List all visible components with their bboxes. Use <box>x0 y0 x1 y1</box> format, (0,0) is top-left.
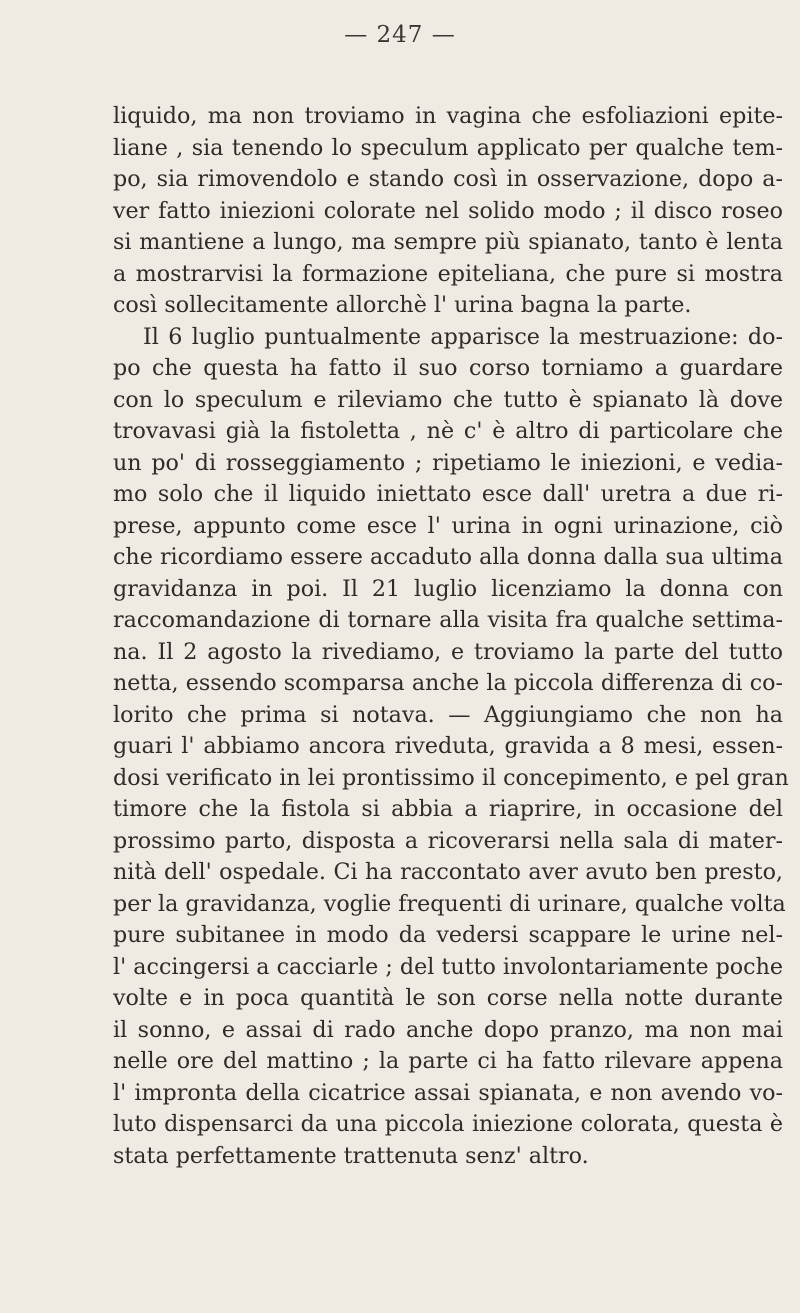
text-line: dosi verificato in lei prontissimo il concepimento, e pel gran <box>113 764 789 791</box>
text-line: per la gravidanza, voglie frequenti di urinare, qualche volta <box>113 890 786 917</box>
text-line: raccomandazione di tornare alla visita fra qualche settima- <box>113 607 783 633</box>
text-line: na. Il 2 agosto la rivediamo, e troviamo la parte del tutto <box>113 638 783 665</box>
text-line: nelle ore del mattino ; la parte ci ha fatto rilevare appena <box>113 1048 783 1074</box>
text-line: prese, appunto come esce l' urina in ogni urinazione, ciò <box>113 512 783 539</box>
text-line: liquido, ma non troviamo in vagina che esfoliazioni epite- <box>113 103 783 129</box>
text-line: volte e in poca quantità le son corse nella notte durante <box>113 985 783 1011</box>
text-line: gravidanza in poi. Il 21 luglio licenziamo la donna con <box>113 575 783 602</box>
text-line: che ricordiamo essere accaduto alla donna dalla sua ultima <box>113 544 783 570</box>
text-line: prossimo parto, disposta a ricoverarsi nella sala di mater- <box>113 827 783 854</box>
text-line: l' accingersi a cacciarle ; del tutto involontariamente poche <box>113 953 783 980</box>
text-line: a mostrarvisi la formazione epiteliana, che pure si mostra <box>113 260 783 287</box>
text-line: timore che la fistola si abbia a riaprire, in occasione del <box>113 796 783 822</box>
text-line: Il 6 luglio puntualmente apparisce la mestruazione: do- <box>143 323 783 350</box>
text-line: pure subitanee in modo da vedersi scappare le urine nel- <box>113 922 783 948</box>
text-line: luto dispensarci da una piccola iniezione colorata, questa è <box>113 1111 783 1137</box>
text-line: il sonno, e assai di rado anche dopo pranzo, ma non mai <box>113 1016 783 1043</box>
text-line: po che questa ha fatto il suo corso torniamo a guardare <box>113 355 783 381</box>
text-line: ver fatto iniezioni colorate nel solido modo ; il disco roseo <box>113 197 783 224</box>
text-line: po, sia rimovendolo e stando così in osservazione, dopo a- <box>113 166 783 192</box>
text-line: trovavasi già la fistoletta , nè c' è altro di particolare che <box>113 418 783 444</box>
text-line: così sollecitamente allorchè l' urina bagna la parte. <box>113 292 692 318</box>
text-line: netta, essendo scomparsa anche la piccola differenza di co- <box>113 670 783 696</box>
text-line: si mantiene a lungo, ma sempre più spianato, tanto è lenta <box>113 229 783 255</box>
text-line: l' impronta della cicatrice assai spianata, e non avendo vo- <box>113 1079 783 1106</box>
text-line: mo solo che il liquido iniettato esce dall' uretra a due ri- <box>113 481 783 507</box>
text-line: con lo speculum e rileviamo che tutto è spianato là dove <box>113 386 783 413</box>
text-line: liane , sia tenendo lo speculum applicato per qualche tem- <box>113 134 783 161</box>
text-line: un po' di rosseggiamento ; ripetiamo le iniezioni, e vedia- <box>113 449 783 476</box>
body-text <box>113 101 789 1172</box>
text-line: nità dell' ospedale. Ci ha raccontato aver avuto ben presto, <box>113 859 783 885</box>
text-line: stata perfettamente trattenuta senz' altro. <box>113 1142 589 1169</box>
text-line: guari l' abbiamo ancora riveduta, gravida a 8 mesi, essen- <box>113 733 783 759</box>
page-number: — 247 — <box>344 22 456 48</box>
text-line: lorito che prima si notava. — Aggiungiamo che non ha <box>113 701 783 728</box>
